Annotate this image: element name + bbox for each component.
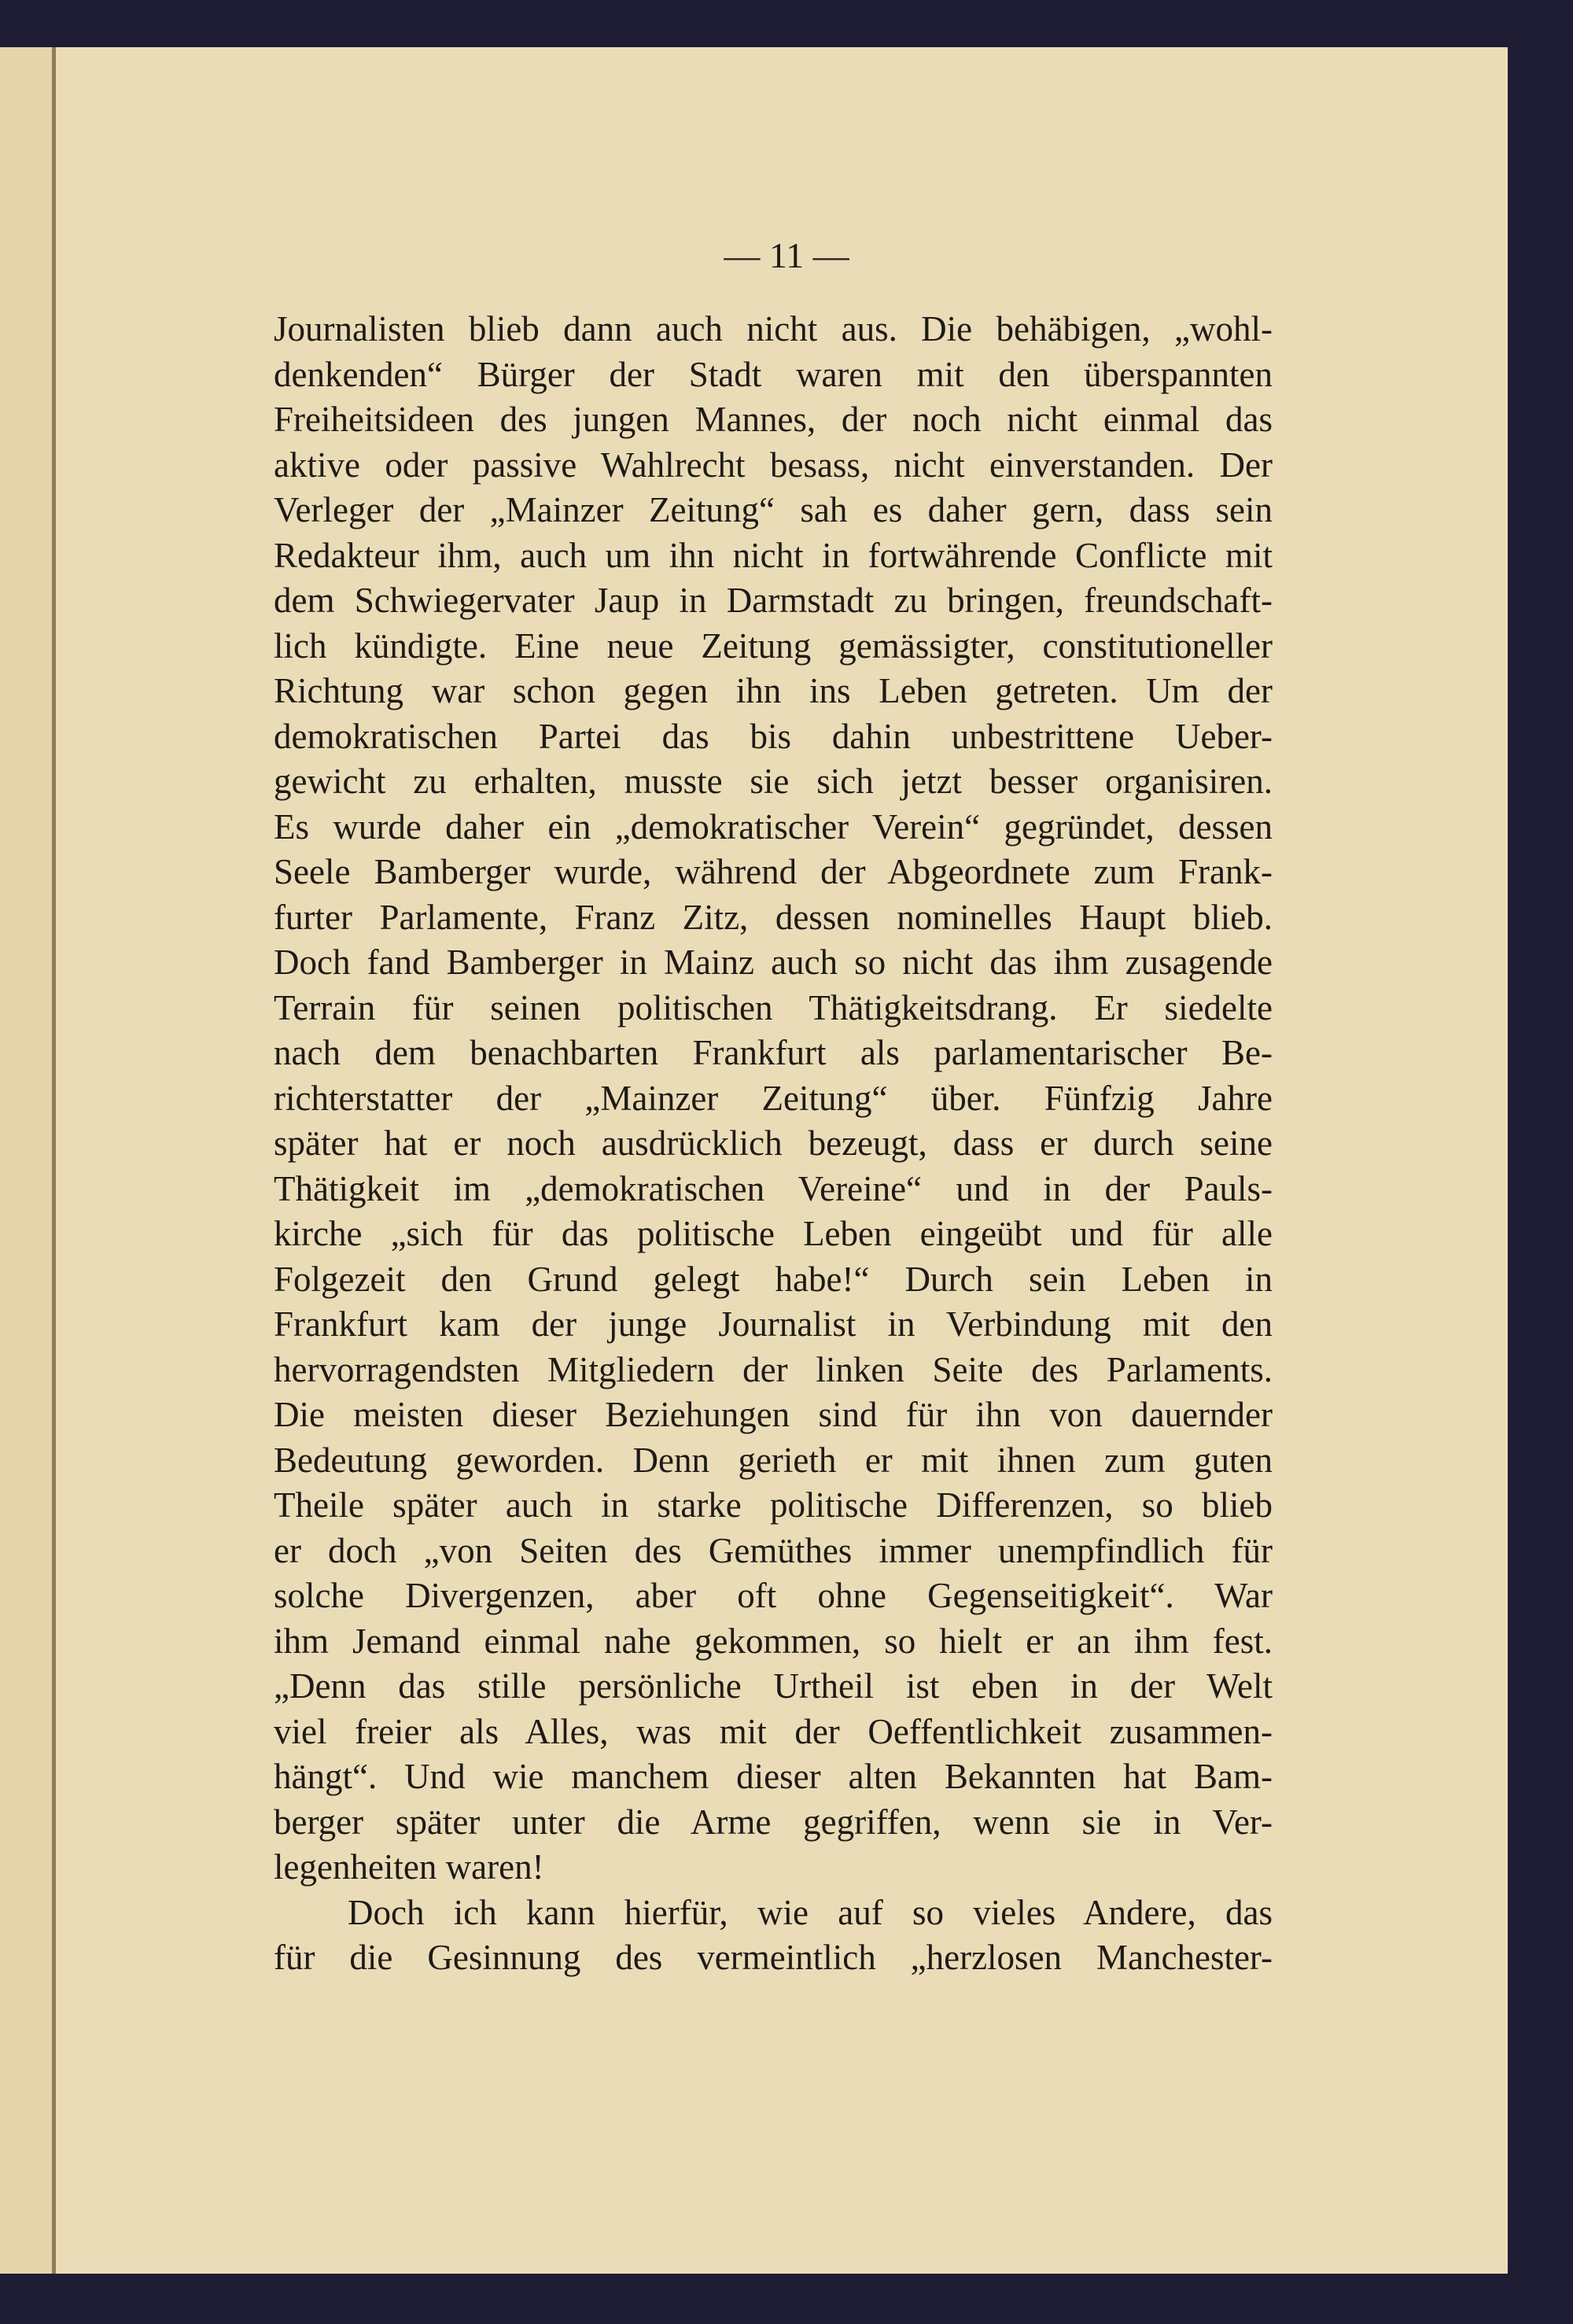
text-line: Die meisten dieser Beziehungen sind für ihn von dauernder [274, 1395, 1273, 1434]
text-line: er doch „von Seiten des Gemüthes immer unempfindlich für [274, 1530, 1273, 1570]
text-line: lich kündigte. Eine neue Zeitung gemässigter, constitutioneller [274, 625, 1273, 666]
body-text [274, 307, 1273, 1981]
left-page-edge [0, 47, 52, 2274]
text-line: Seele Bamberger wurde, während der Abgeordnete zum Frank- [274, 852, 1273, 891]
text-line: hervorragendsten Mitgliedern der linken Seite des Parlaments. [274, 1349, 1273, 1389]
text-line: Folgezeit den Grund gelegt habe!“ Durch sein Leben in [274, 1259, 1273, 1299]
text-line: furter Parlamente, Franz Zitz, dessen nominelles Haupt blieb. [274, 897, 1273, 937]
text-line: kirche „sich für das politische Leben eingeübt und für alle [274, 1214, 1273, 1253]
text-line: Verleger der „Mainzer Zeitung“ sah es daher gern, dass sein [274, 490, 1273, 529]
text-line: gewicht zu erhalten, musste sie sich jetzt besser organisiren. [274, 762, 1273, 801]
text-line: solche Divergenzen, aber oft ohne Gegenseitigkeit“. War [274, 1576, 1273, 1615]
text-line: für die Gesinnung des vermeintlich „herzlosen Manchester- [274, 1938, 1273, 1977]
text-line: nach dem benachbarten Frankfurt als parlamentarischer Be- [274, 1033, 1273, 1072]
text-line: Es wurde daher ein „demokratischer Verein“ gegründet, dessen [274, 806, 1273, 847]
text-line: viel freier als Alles, was mit der Oeffentlichkeit zusammen- [274, 1711, 1273, 1751]
text-line: Terrain für seinen politischen Thätigkeitsdrang. Er siedelte [274, 987, 1273, 1027]
text-line: hängt“. Und wie manchem dieser alten Bekannten hat Bam- [274, 1757, 1273, 1796]
text-line: Frankfurt kam der junge Journalist in Verbindung mit den [274, 1304, 1273, 1344]
text-line: später hat er noch ausdrücklich bezeugt, dass er durch seine [274, 1123, 1273, 1163]
text-line: Freiheitsideen des jungen Mannes, der noch nicht einmal das [274, 400, 1273, 439]
text-line: Theile später auch in starke politische Differenzen, so blieb [274, 1485, 1273, 1525]
page-number: — 11 — [724, 235, 849, 275]
text-line: richterstatter der „Mainzer Zeitung“ über. Fünfzig Jahre [274, 1078, 1273, 1118]
text-line: berger später unter die Arme gegriffen, wenn sie in Ver- [274, 1802, 1273, 1842]
text-line: Doch ich kann hierfür, wie auf so vieles Andere, das [348, 1892, 1273, 1932]
text-line: legenheiten waren! [274, 1847, 544, 1887]
text-line: aktive oder passive Wahlrecht besass, nicht einverstanden. Der [274, 445, 1273, 485]
text-line: Thätigkeit im „demokratischen Vereine“ und in der Pauls- [274, 1168, 1273, 1208]
text-line: Doch fand Bamberger in Mainz auch so nicht das ihm zusagende [274, 943, 1273, 982]
text-line: dem Schwiegervater Jaup in Darmstadt zu bringen, freundschaft- [274, 581, 1273, 620]
text-line: Journalisten blieb dann auch nicht aus. Die behäbigen, „wohl- [274, 309, 1273, 349]
text-line: denkenden“ Bürger der Stadt waren mit den überspannten [274, 354, 1273, 394]
text-line: Richtung war schon gegen ihn ins Leben getreten. Um der [274, 671, 1273, 710]
text-line: Redakteur ihm, auch um ihn nicht in fortwährende Conflicte mit [274, 535, 1273, 575]
text-line: demokratischen Partei das bis dahin unbestrittene Ueber- [274, 716, 1273, 756]
text-line: ihm Jemand einmal nahe gekommen, so hielt er an ihm fest. [274, 1621, 1273, 1661]
text-line: „Denn das stille persönliche Urtheil ist eben in der Welt [274, 1666, 1273, 1706]
text-line: Bedeutung geworden. Denn gerieth er mit ihnen zum guten [274, 1440, 1273, 1480]
